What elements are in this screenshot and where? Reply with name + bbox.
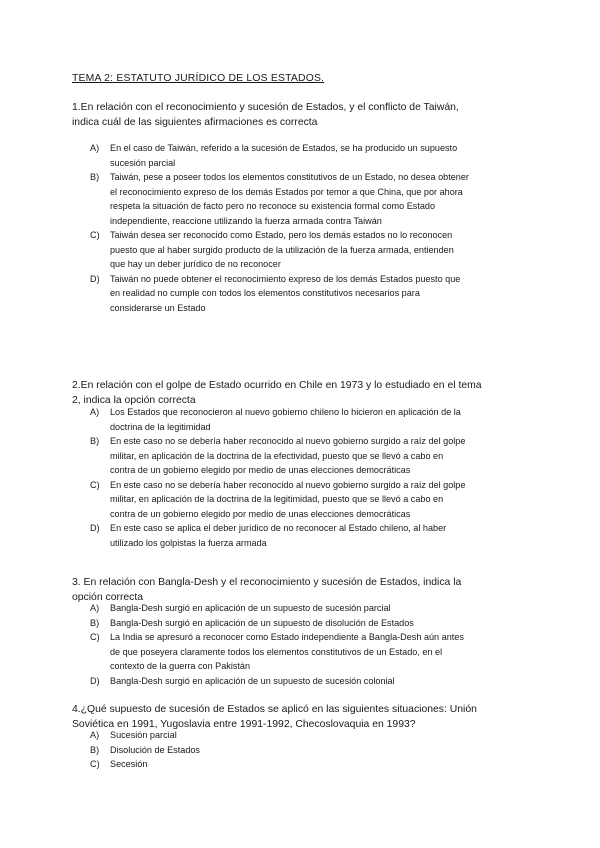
option-text-line: considerarse un Estado	[110, 302, 206, 313]
option-b	[90, 170, 530, 228]
option-letter: D)	[90, 523, 100, 533]
option-d	[90, 674, 530, 689]
option-text-line: respeta la situación de facto pero no reconoce su existencia formal como Estado	[110, 201, 436, 211]
question-1-options	[90, 141, 530, 315]
option-text-line: contra de un gobierno elegido por medio de unas elecciones democráticas	[110, 508, 411, 519]
option-text-line: En el caso de Taiwán, referido a la sucesión de Estados, se ha producido un supuesto	[110, 143, 458, 153]
option-text-line: Bangla-Desh surgió en aplicación de un supuesto de disolución de Estados	[110, 617, 414, 628]
option-d	[90, 521, 530, 550]
option-text-line: de que poseyera claramente todos los elementos constitutivos de un Estado, en el	[110, 646, 443, 657]
option-letter: B)	[90, 436, 100, 446]
option-text-line: Taiwán no puede obtener el reconocimiento expreso de los demás Estados puesto que	[110, 273, 461, 284]
option-c	[90, 228, 530, 272]
option-b	[90, 434, 530, 478]
question-stem-line: 1.En relación con el reconocimiento y sucesión de Estados, y el conflicto de Taiwán,	[72, 102, 459, 113]
question-2-stem	[72, 378, 532, 408]
option-letter: A)	[90, 603, 100, 613]
question-stem-line: opción correcta	[72, 592, 144, 603]
page-title: TEMA 2: ESTATUTO JURÍDICO DE LOS ESTADOS.	[72, 73, 325, 84]
option-letter: C)	[90, 632, 100, 642]
option-d	[90, 272, 530, 316]
question-stem-line: 2.En relación con el golpe de Estado ocurrido en Chile en 1973 y lo estudiado en el tema	[72, 380, 482, 391]
option-text-line: En este caso se aplica el deber jurídico de no reconocer al Estado chileno, al haber	[110, 523, 447, 533]
option-text-line: Bangla-Desh surgió en aplicación de un supuesto de sucesión colonial	[110, 675, 395, 686]
option-letter: C)	[90, 759, 100, 769]
option-letter: B)	[90, 617, 100, 628]
option-letter: A)	[90, 730, 100, 740]
option-text-line: militar, en aplicación de la doctrina de la efectividad, puesto que se llevó a cabo en	[110, 450, 444, 461]
option-b	[90, 616, 530, 631]
option-a	[90, 728, 530, 743]
question-stem-line: 2, indica la opción correcta	[72, 395, 196, 406]
option-a	[90, 405, 530, 434]
question-4-options	[90, 728, 530, 772]
option-a	[90, 601, 530, 616]
option-text-line: en realidad no cumple con todos los elementos constitutivos necesarios para	[110, 288, 420, 298]
option-text-line: utilizado los golpistas la fuerza armada	[110, 537, 267, 548]
question-3-options	[90, 601, 530, 688]
option-text-line: puesto que al haber surgido producto de la utilización de la fuerza armada, entienden	[110, 244, 454, 255]
option-text-line: sucesión parcial	[110, 157, 176, 168]
option-text-line: el reconocimiento expreso de los demás Estados por temor a que China, que por ahora	[110, 186, 463, 197]
option-text-line: La India se apresuró a reconocer como Estado independiente a Bangla-Desh aún antes	[110, 632, 464, 642]
option-letter: C)	[90, 230, 100, 240]
option-text-line: Secesión	[110, 759, 148, 769]
option-text-line: En este caso no se debería haber reconocido al nuevo gobierno surgido a raíz del golpe	[110, 479, 466, 490]
option-letter: D)	[90, 675, 100, 686]
option-letter: C)	[90, 479, 100, 490]
option-c	[90, 478, 530, 522]
option-letter: D)	[90, 273, 100, 284]
option-b	[90, 743, 530, 758]
option-text-line: Los Estados que reconocieron al nuevo gobierno chileno lo hicieron en aplicación de la	[110, 407, 461, 417]
option-text-line: independiente, reaccione utilizando la fuerza armada contra Taiwán	[110, 215, 382, 226]
question-stem-line: 3. En relación con Bangla-Desh y el reconocimiento y sucesión de Estados, indica la	[72, 577, 462, 588]
option-text-line: doctrina de la legitimidad	[110, 421, 211, 432]
option-letter: B)	[90, 744, 100, 755]
option-a	[90, 141, 530, 170]
question-1-stem	[72, 100, 532, 130]
option-text-line: Taiwán, pese a poseer todos los elementos constitutivos de un Estado, no desea obtener	[110, 172, 469, 182]
question-2-options	[90, 405, 530, 550]
option-text-line: contexto de la guerra con Pakistán	[110, 661, 251, 671]
option-text-line: contra de un gobierno elegido por medio de unas elecciones democráticas	[110, 465, 411, 475]
option-letter: A)	[90, 407, 100, 417]
option-text-line: Bangla-Desh surgió en aplicación de un supuesto de sucesión parcial	[110, 603, 391, 613]
question-stem-line: Soviética en 1991, Yugoslavia entre 1991-1992, Checoslovaquia en 1993?	[72, 719, 416, 730]
option-c	[90, 630, 530, 674]
option-text-line: Disolución de Estados	[110, 744, 200, 755]
option-text-line: militar, en aplicación de la doctrina de la legitimidad, puesto que se llevó a cabo en	[110, 494, 444, 504]
option-letter: B)	[90, 172, 100, 182]
option-text-line: Sucesión parcial	[110, 730, 177, 740]
option-text-line: Taiwán desea ser reconocido como Estado, pero los demás estados no lo reconocen	[110, 230, 453, 240]
question-stem-line: indica cuál de las siguientes afirmaciones es correcta	[72, 117, 318, 128]
option-c	[90, 757, 530, 772]
option-text-line: que hay un deber jurídico de no reconocer	[110, 259, 281, 269]
question-stem-line: 4.¿Qué supuesto de sucesión de Estados se aplicó en las siguientes situaciones: Unión	[72, 704, 477, 715]
option-letter: A)	[90, 143, 100, 153]
option-text-line: En este caso no se debería haber reconocido al nuevo gobierno surgido a raíz del golpe	[110, 436, 466, 446]
